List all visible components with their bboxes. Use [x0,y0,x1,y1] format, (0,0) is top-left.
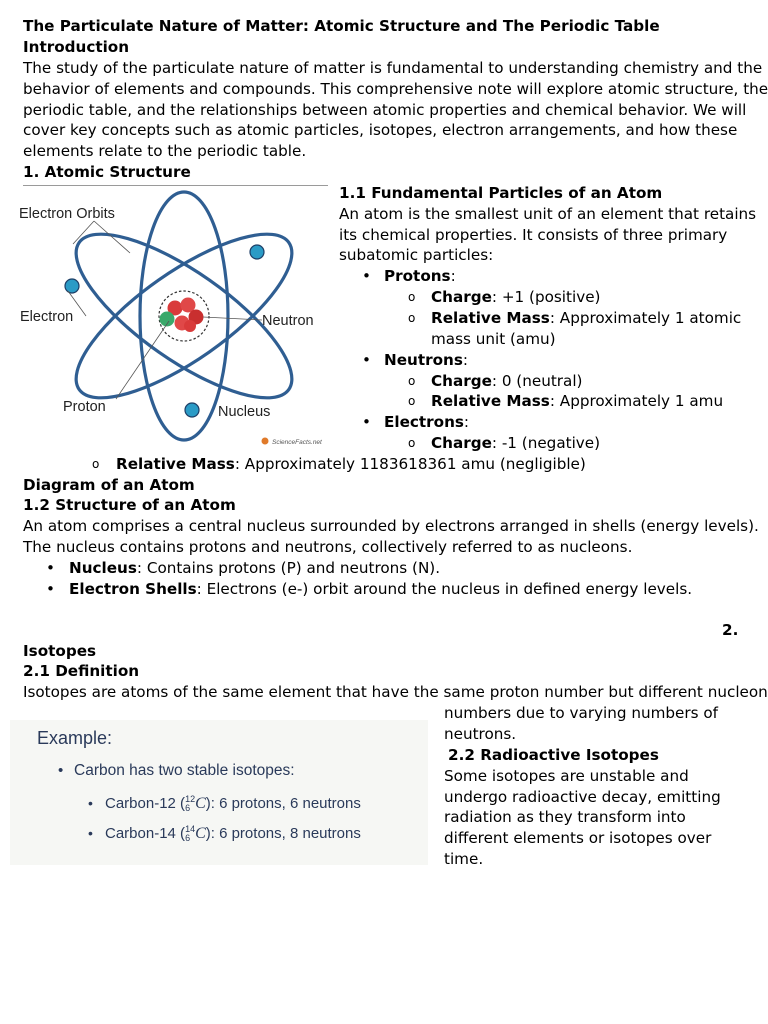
neutrons-charge: Charge: 0 (neutral) [431,372,583,390]
electrons-item: Electrons: [384,413,470,431]
electron-dot-2 [65,279,79,293]
electron-dot-3 [185,403,199,417]
intro-line-1: The study of the particulate nature of matter is fundamental to understanding chemistry and the [23,59,763,77]
credit-logo-icon [262,438,269,445]
bullet-icon: • [362,351,371,369]
section1-heading: 1. Atomic Structure [23,163,191,181]
label-electron-orbits: Electron Orbits [19,206,115,222]
example-c14: Carbon-14 ( 14 6 C): 6 protons, 8 neutrons [105,824,361,844]
radio-line-1: Some isotopes are unstable and [444,767,689,785]
label-nucleus: Nucleus [218,404,271,420]
label-neutron: Neutron [262,313,314,329]
nucleus-item: Nucleus: Contains protons (P) and neutrons (N). [69,559,441,577]
definition-line-1: Isotopes are atoms of the same element that have the same proton number but different nucleon [23,683,768,701]
protons-mass: Relative Mass: Approximately 1 atomic [431,309,742,327]
credit-label: ScienceFacts.net [272,439,322,446]
electrons-mass: Relative Mass: Approximately 1183618361 amu (negligible) [116,455,586,473]
protons-item: Protons: [384,267,456,285]
circle-bullet-icon: o [408,311,416,325]
atom-diagram [14,190,334,450]
radio-line-5: time. [444,850,484,868]
circle-bullet-icon: o [408,436,416,450]
definition-line-3: neutrons. [444,725,517,743]
document-title: The Particulate Nature of Matter: Atomic Structure and The Periodic Table [23,17,660,35]
diagram-caption: Diagram of an Atom [23,476,195,494]
bullet-icon: • [88,825,93,841]
bullet-icon: • [362,267,371,285]
bullet-icon: • [46,580,55,598]
example-box [10,720,428,865]
sub12-line-2: The nucleus contains protons and neutrons, collectively referred to as nucleons. [23,538,633,556]
protons-charge: Charge: +1 (positive) [431,288,601,306]
label-electron: Electron [20,309,74,325]
radio-line-3: radiation as they transform into [444,808,686,826]
bullet-icon: • [362,413,371,431]
bullet-icon: • [46,559,55,577]
sub21-heading: 2.1 Definition [23,662,140,680]
bullet-icon: • [88,795,93,811]
shells-item: Electron Shells: Electrons (e-) orbit around the nucleus in defined energy levels. [69,580,693,598]
circle-bullet-icon: o [408,374,416,388]
intro-heading: Introduction [23,38,130,56]
example-bullet: Carbon has two stable isotopes: [74,762,295,779]
section2-heading: Isotopes [23,642,97,660]
sub12-heading: 1.2 Structure of an Atom [23,496,236,514]
circle-bullet-icon: o [408,394,416,408]
bullet-icon: • [58,762,64,779]
example-title: Example: [37,728,113,748]
neutrons-mass: Relative Mass: Approximately 1 amu [431,392,724,410]
sub11-line-2: its chemical properties. It consists of three primary [339,226,728,244]
definition-line-2: numbers due to varying numbers of [444,704,719,722]
intro-line-3: periodic table, and the relationships between atomic properties and chemical behavior. We will [23,101,747,119]
sub11-line-3: subatomic particles: [339,246,494,264]
label-proton: Proton [63,399,106,415]
sub22-heading: 2.2 Radioactive Isotopes [448,746,659,764]
nucleus-icon [160,298,204,333]
radio-line-4: different elements or isotopes over [444,829,712,847]
radio-line-2: undergo radioactive decay, emitting [444,788,721,806]
intro-line-4: cover key concepts such as atomic particles, isotopes, electron arrangements, and how these [23,121,738,139]
divider [23,185,328,186]
intro-line-2: behavior of elements and compounds. This comprehensive note will explore atomic structure, the [23,80,768,98]
sub12-line-1: An atom comprises a central nucleus surrounded by electrons arranged in shells (energy levels). [23,517,759,535]
intro-line-5: elements relate to the periodic table. [23,142,307,160]
circle-bullet-icon: o [408,290,416,304]
electron-dot-1 [250,245,264,259]
example-c12: Carbon-12 ( 12 6 C): 6 protons, 6 neutrons [105,794,361,814]
neutrons-item: Neutrons: [384,351,468,369]
sub11-line-1: An atom is the smallest unit of an element that retains [339,205,757,223]
sub11-heading: 1.1 Fundamental Particles of an Atom [339,184,663,202]
section2-number: 2. [722,621,739,639]
protons-mass-cont: mass unit (amu) [431,330,556,348]
electrons-charge: Charge: -1 (negative) [431,434,601,452]
circle-bullet-icon: o [92,457,100,471]
